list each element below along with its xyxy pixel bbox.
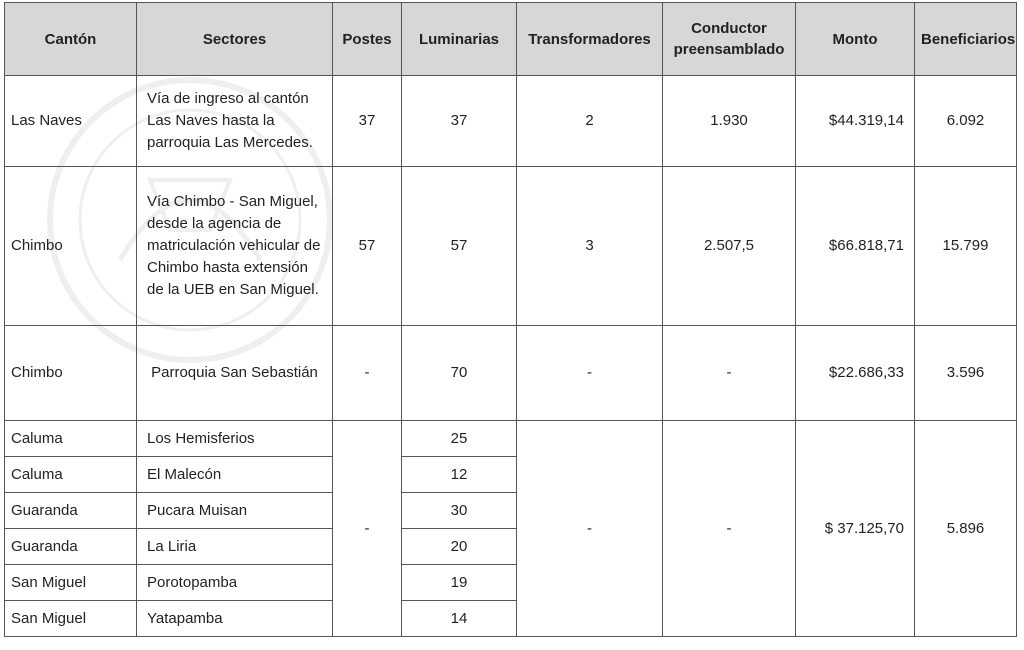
- cell-sector: Porotopamba: [137, 565, 333, 601]
- cell-luminarias: 37: [402, 76, 517, 167]
- cell-sector: Vía de ingreso al cantón Las Naves hasta la parroquia Las Mercedes.: [137, 76, 333, 167]
- cell-sector: Parroquia San Sebastián: [137, 326, 333, 421]
- cell-luminarias: 20: [402, 529, 517, 565]
- cell-postes: 57: [333, 167, 402, 326]
- cell-canton: Guaranda: [5, 529, 137, 565]
- header-canton: Cantón: [5, 3, 137, 76]
- cell-transformadores-merged: -: [517, 421, 663, 637]
- cell-luminarias: 12: [402, 457, 517, 493]
- cell-postes: -: [333, 326, 402, 421]
- header-monto: Monto: [796, 3, 915, 76]
- cell-luminarias: 14: [402, 601, 517, 637]
- header-luminarias: Luminarias: [402, 3, 517, 76]
- cell-monto-merged: $ 37.125,70: [796, 421, 915, 637]
- cell-sector: La Liria: [137, 529, 333, 565]
- cell-luminarias: 19: [402, 565, 517, 601]
- table-row: [5, 326, 1017, 421]
- lighting-projects-table: [4, 2, 1017, 637]
- cell-sector: Los Hemisferios: [137, 421, 333, 457]
- cell-canton: San Miguel: [5, 565, 137, 601]
- cell-luminarias: 25: [402, 421, 517, 457]
- cell-beneficiarios-merged: 5.896: [915, 421, 1017, 637]
- table-row: [5, 76, 1017, 167]
- header-conductor: Conductor preensamblado: [663, 3, 796, 76]
- cell-monto: $44.319,14: [796, 76, 915, 167]
- header-beneficiarios: Beneficiarios: [915, 3, 1017, 76]
- cell-sector: Vía Chimbo - San Miguel, desde la agencia de matriculación vehicular de Chimbo hasta extensión de la UEB en San Miguel.: [137, 167, 333, 326]
- cell-canton: Guaranda: [5, 493, 137, 529]
- cell-transformadores: 3: [517, 167, 663, 326]
- cell-postes: 37: [333, 76, 402, 167]
- cell-conductor-merged: -: [663, 421, 796, 637]
- header-transformadores: Transformadores: [517, 3, 663, 76]
- cell-postes-merged: -: [333, 421, 402, 637]
- cell-monto: $22.686,33: [796, 326, 915, 421]
- cell-beneficiarios: 15.799: [915, 167, 1017, 326]
- cell-transformadores: -: [517, 326, 663, 421]
- cell-luminarias: 57: [402, 167, 517, 326]
- cell-canton: San Miguel: [5, 601, 137, 637]
- cell-monto: $66.818,71: [796, 167, 915, 326]
- header-postes: Postes: [333, 3, 402, 76]
- cell-conductor: -: [663, 326, 796, 421]
- cell-luminarias: 30: [402, 493, 517, 529]
- cell-canton: Caluma: [5, 421, 137, 457]
- table-row: [5, 167, 1017, 326]
- header-row: [5, 3, 1017, 76]
- cell-transformadores: 2: [517, 76, 663, 167]
- cell-canton: Chimbo: [5, 326, 137, 421]
- header-sectores: Sectores: [137, 3, 333, 76]
- cell-beneficiarios: 3.596: [915, 326, 1017, 421]
- cell-canton: Las Naves: [5, 76, 137, 167]
- cell-sector: Pucara Muisan: [137, 493, 333, 529]
- cell-luminarias: 70: [402, 326, 517, 421]
- cell-beneficiarios: 6.092: [915, 76, 1017, 167]
- cell-canton: Caluma: [5, 457, 137, 493]
- table-row: [5, 421, 1017, 457]
- cell-sector: Yatapamba: [137, 601, 333, 637]
- cell-canton: Chimbo: [5, 167, 137, 326]
- cell-conductor: 2.507,5: [663, 167, 796, 326]
- cell-conductor: 1.930: [663, 76, 796, 167]
- cell-sector: El Malecón: [137, 457, 333, 493]
